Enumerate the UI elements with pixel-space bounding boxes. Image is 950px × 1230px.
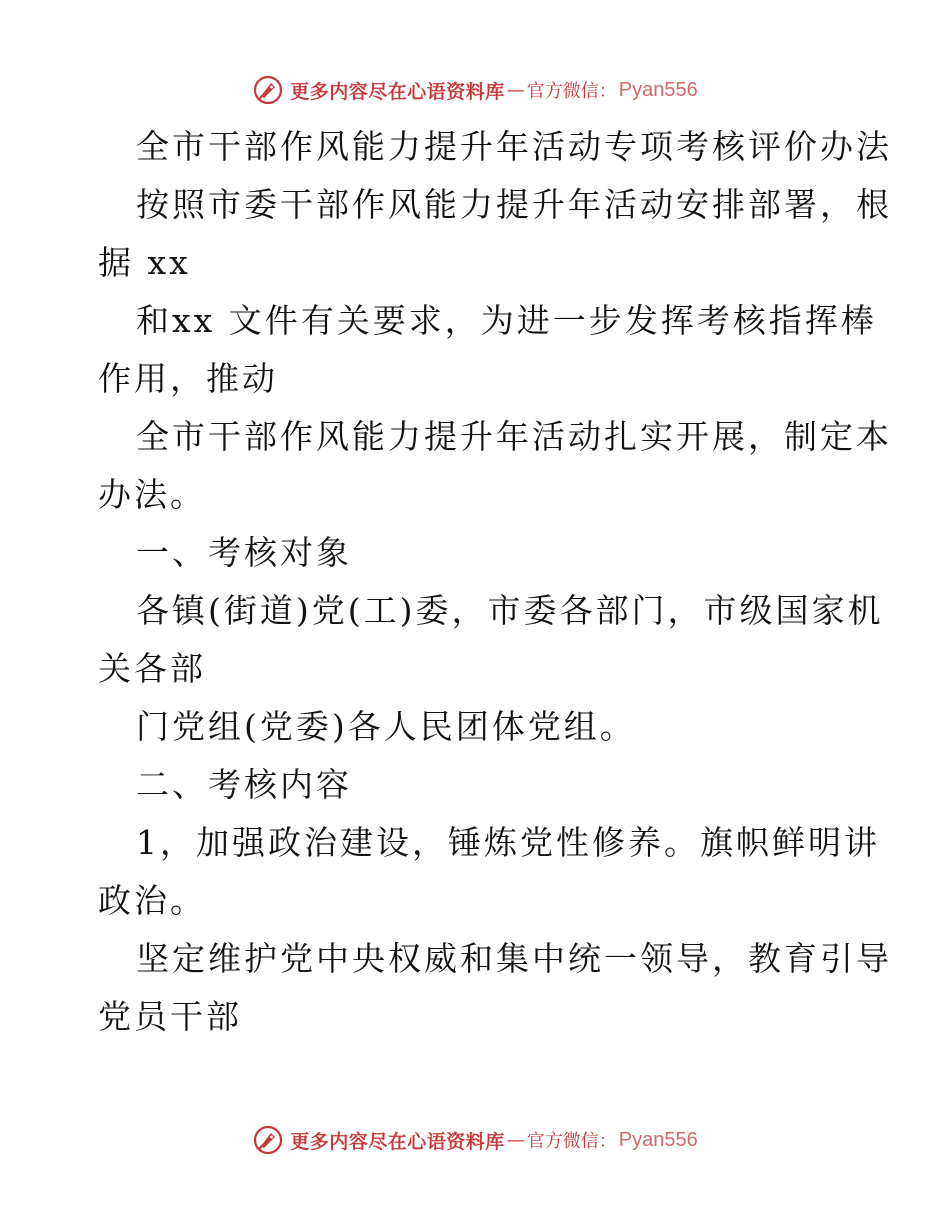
- pen-nib-seal-icon: [252, 1124, 284, 1156]
- paragraph-line: 办法。: [98, 475, 206, 514]
- paragraph-line: 党员干部: [98, 997, 242, 1036]
- watermark-text: 更多内容尽在心语资料库: [290, 1130, 505, 1153]
- paragraph-line: 政治。: [98, 881, 206, 920]
- watermark-wechat-id: Pyan556: [618, 78, 698, 101]
- section-heading: 一、考核对象: [136, 533, 352, 572]
- paragraph-line: 按照市委干部作风能力提升年活动安排部署，根: [136, 185, 892, 224]
- watermark-dash: —: [506, 1129, 525, 1151]
- paragraph-line: 坚定维护党中央权威和集中统一领导，教育引导: [136, 939, 892, 978]
- paragraph-line: 据 xx: [98, 243, 191, 282]
- paragraph-line: 1，加强政治建设，锤炼党性修养。旗帜鲜明讲: [136, 823, 880, 862]
- watermark-wechat-label: 官方微信：: [526, 1131, 617, 1152]
- watermark-wechat-id: Pyan556: [618, 1128, 698, 1151]
- paragraph-line: 门党组(党委)各人民团体党组。: [136, 707, 636, 746]
- paragraph-line: 各镇(街道)党(工)委，市委各部门，市级国家机: [136, 591, 884, 630]
- watermark-header: [0, 70, 950, 110]
- document-body: [98, 118, 892, 1046]
- section-heading: 二、考核内容: [136, 765, 352, 804]
- watermark-wechat-label: 官方微信：: [526, 81, 617, 102]
- document-title: 全市干部作风能力提升年活动专项考核评价办法: [136, 127, 892, 166]
- paragraph-line: 关各部: [98, 649, 206, 688]
- watermark-text: 更多内容尽在心语资料库: [290, 80, 505, 103]
- pen-nib-seal-icon: [252, 74, 284, 106]
- watermark-dash: —: [506, 79, 525, 101]
- paragraph-line: 和xx 文件有关要求，为进一步发挥考核指挥棒: [136, 301, 877, 340]
- paragraph-line: 全市干部作风能力提升年活动扎实开展，制定本: [136, 417, 892, 456]
- watermark-footer: [0, 1120, 950, 1160]
- paragraph-line: 作用，推动: [98, 359, 278, 398]
